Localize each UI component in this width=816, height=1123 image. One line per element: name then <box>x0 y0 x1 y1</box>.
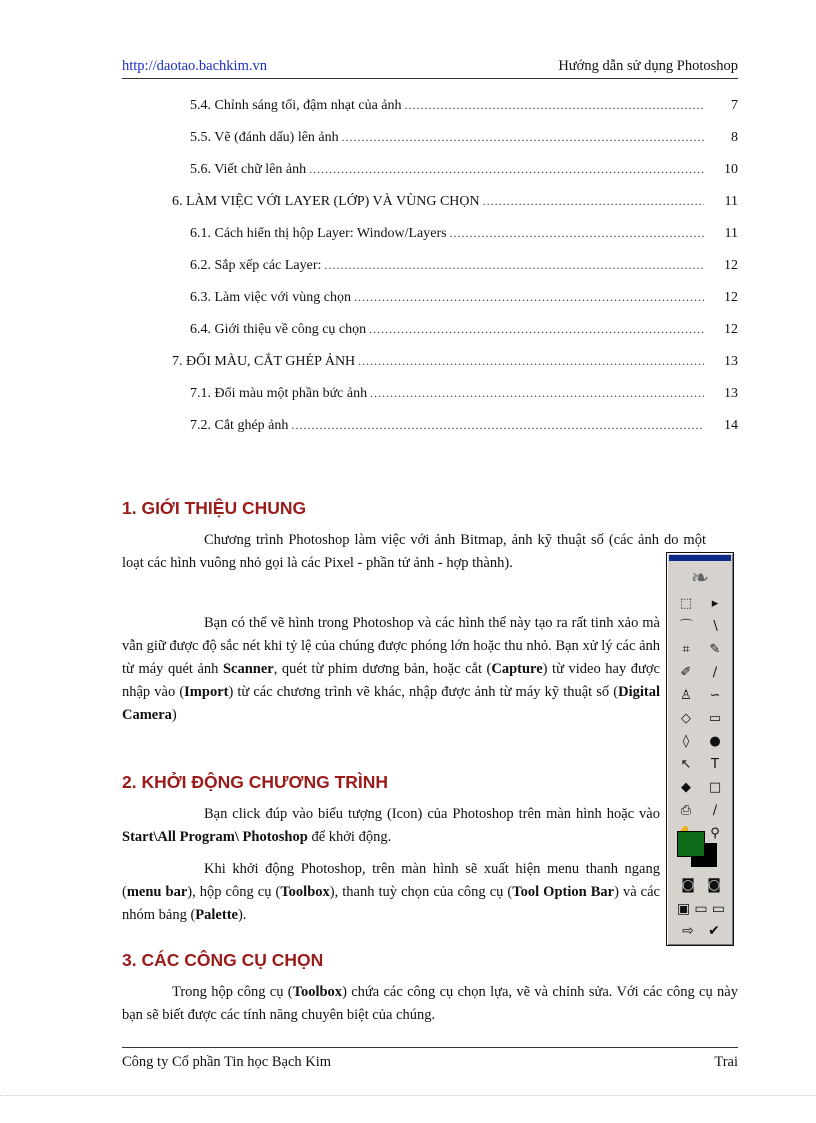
shape-icon: □ <box>708 780 722 795</box>
brush-icon: ∕ <box>712 665 718 680</box>
magic-wand-icon: ∖ <box>710 619 720 634</box>
toc-item[interactable]: 6.2. Sắp xếp các Layer: ..... 12 <box>190 258 738 278</box>
footer-company: Công ty Cổ phần Tin học Bạch Kim <box>122 1054 332 1070</box>
slice-icon: ✎ <box>709 642 721 657</box>
check-icon: ✔ <box>708 923 720 939</box>
toolbox-tool-grid <box>673 593 729 845</box>
zoom-icon: ⚲ <box>710 826 720 841</box>
toc-item[interactable]: 5.5. Vẽ (đánh dấu) lên ảnh ..... 8 <box>190 130 738 150</box>
section-heading: 3. CÁC CÔNG CỤ CHỌN <box>122 950 324 970</box>
blur-icon: ◊ <box>682 734 690 749</box>
type-icon: T <box>711 757 719 772</box>
quick-mask-icon: ◙ <box>707 877 721 893</box>
toc-item[interactable]: 7.2. Cắt ghép ảnh ..... 14 <box>190 418 738 438</box>
page-header <box>122 58 738 79</box>
paragraph: Khi khởi động Photoshop, trên màn hình sẽ xuất hiện menu thanh ngang (menu bar), hộp công cụ (Toolbox), thanh tuỳ chọn của công cụ (Tool Option Bar) và các nhóm bảng (Palette). <box>122 861 660 923</box>
screen-mode-row <box>675 901 727 917</box>
page-break-divider <box>0 1095 816 1096</box>
jump-to-imageready-icon: ⇨ <box>682 923 694 939</box>
toc-item[interactable]: 6.3. Làm việc với vùng chọn ..... 12 <box>190 290 738 310</box>
healing-brush-icon: ✐ <box>680 665 692 680</box>
gradient-icon: ▭ <box>708 711 722 726</box>
screen-mode-icon: ▭ <box>694 901 708 917</box>
toc-item[interactable]: 7.1. Đổi màu một phần bức ảnh ..... 13 <box>190 386 738 406</box>
footer-page-number: Trai <box>714 1054 738 1070</box>
standard-mode-icon: ◙ <box>681 877 695 893</box>
foreground-color-swatch <box>677 831 705 857</box>
feather-icon: ❧ <box>690 565 710 590</box>
paragraph: Trong hộp công cụ (Toolbox) chứa các công cụ chọn lựa, vẽ và chỉnh sửa. Với các công cụ này bạn sẽ biết được các tính năng chuyên biệt của chúng. <box>122 984 738 1023</box>
section-heading: 2. KHỞI ĐỘNG CHƯƠNG TRÌNH <box>122 772 389 792</box>
header-title: Hướng dẫn sử dụng Photoshop <box>558 58 738 74</box>
dodge-icon: ● <box>709 734 721 749</box>
screen-mode-icon: ▣ <box>677 901 691 917</box>
pen-icon: ◆ <box>681 780 691 795</box>
section-heading: 1. GIỚI THIỆU CHUNG <box>122 498 307 518</box>
eyedropper-icon: ∕ <box>712 803 718 818</box>
toc-item[interactable]: 7. ĐỔI MÀU, CẮT GHÉP ẢNH ..... 13 <box>172 354 738 374</box>
move-icon: ▸ <box>711 596 719 611</box>
marquee-icon: ⬚ <box>679 596 693 611</box>
notes-icon: ⎙ <box>680 803 692 818</box>
toolbox-title-bar <box>669 555 731 561</box>
path-select-icon: ↖ <box>680 757 692 772</box>
history-brush-icon: ∽ <box>709 688 721 703</box>
paragraph: Bạn click đúp vào biểu tượng (Icon) của Photoshop trên màn hình hoặc vào Start\All Program\ Photoshop để khởi động. <box>122 806 660 845</box>
page-footer <box>122 1047 738 1070</box>
toc-item[interactable]: 5.4. Chỉnh sáng tối, đậm nhạt của ảnh ..... 7 <box>190 98 738 118</box>
paragraph: Chương trình Photoshop làm việc với ảnh Bitmap, ảnh kỹ thuật số (các ảnh do một loạt các hình vuông nhỏ gọi là các Pixel - phần tử ảnh - hợp thành). <box>122 532 706 571</box>
jump-to-row <box>675 923 727 939</box>
eraser-icon: ◇ <box>681 711 691 726</box>
toc-item[interactable]: 5.6. Viết chữ lên ảnh ..... 10 <box>190 162 738 182</box>
header-url-link[interactable]: http://daotao.bachkim.vn <box>122 58 267 74</box>
toc-item[interactable]: 6.1. Cách hiển thị hộp Layer: Window/Layers ..... 11 <box>190 226 738 246</box>
crop-icon: ⌗ <box>682 642 690 657</box>
quick-mask-row <box>675 877 727 893</box>
photoshop-toolbox-image <box>666 552 734 946</box>
paragraph: Bạn có thể vẽ hình trong Photoshop và các hình thể này tạo ra rất tinh xảo mà vẫn giữ được độ sắc nét khi tỷ lệ của chúng được phóng lớn hoặc thu nhỏ. Bạn xử lý các ảnh từ máy quét ảnh Scanner, quét từ phim dương bản, hoặc cắt (Capture) từ video hay được nhập vào (Import) từ các chương trình vẽ khác, nhập được ảnh từ máy kỹ thuật số (Digital Camera) <box>122 615 660 723</box>
toc-item[interactable]: 6.4. Giới thiệu về công cụ chọn ..... 12 <box>190 322 738 342</box>
clone-stamp-icon: ♙ <box>680 688 692 703</box>
screen-mode-icon: ▭ <box>711 901 725 917</box>
toc-item[interactable]: 6. LÀM VIỆC VỚI LAYER (LỚP) VÀ VÙNG CHỌN ..... 11 <box>172 194 738 214</box>
lasso-icon: ⌒ <box>679 619 693 634</box>
